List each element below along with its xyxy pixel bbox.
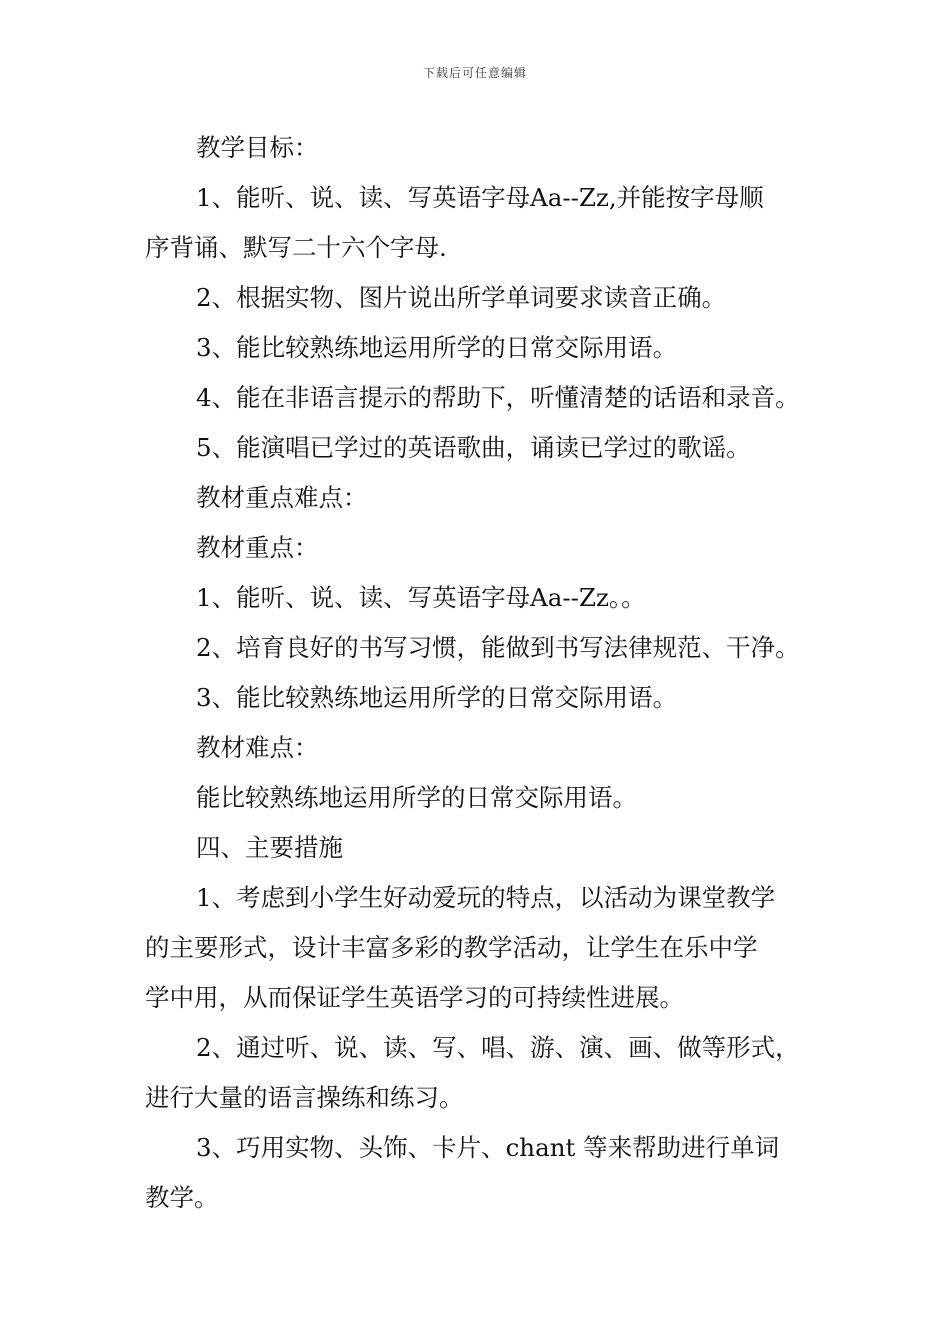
paragraph-line: 学中用，从而保证学生英语学习的可持续性进展。 (145, 983, 684, 1012)
paragraph-line: 3、能比较熟练地运用所学的日常交际用语。 (196, 333, 678, 362)
section-heading-key-difficult-points: 教材重点难点： (196, 483, 368, 512)
paragraph-line: 1、考虑到小学生好动爱玩的特点，以活动为课堂教学 (196, 883, 776, 912)
paragraph-line: 2、通过听、说、读、写、唱、游、演、画、做等形式， (196, 1033, 800, 1062)
paragraph-line: 2、培育良好的书写习惯，能做到书写法律规范、干净。 (196, 633, 800, 662)
paragraph-line: 教学。 (145, 1183, 219, 1212)
paragraph-line: 3、巧用实物、头饰、卡片、chant 等来帮助进行单词 (196, 1133, 780, 1162)
paragraph-line: 3、能比较熟练地运用所学的日常交际用语。 (196, 683, 678, 712)
paragraph-line: 1、能听、说、读、写英语字母Aa--Zz。。 (196, 583, 646, 612)
paragraph-line: 4、能在非语言提示的帮助下，听懂清楚的话语和录音。 (196, 383, 800, 412)
paragraph-line: 的主要形式，设计丰富多彩的教学活动，让学生在乐中学 (145, 933, 758, 962)
paragraph-line: 1、能听、说、读、写英语字母Aa--Zz,并能按字母顺 (196, 183, 764, 212)
header-note: 下载后可任意编辑 (422, 66, 527, 80)
paragraph-line: 2、根据实物、图片说出所学单词要求读音正确。 (196, 283, 727, 312)
paragraph-line: 能比较熟练地运用所学的日常交际用语。 (196, 783, 637, 812)
paragraph-line: 进行大量的语言操练和练习。 (145, 1083, 464, 1112)
section-heading-objectives: 教学目标： (196, 133, 319, 162)
section-heading-difficult-points: 教材难点： (196, 733, 319, 762)
paragraph-line: 序背诵、默写二十六个字母. (145, 233, 447, 262)
paragraph-line: 5、能演唱已学过的英语歌曲，诵读已学过的歌谣。 (196, 433, 751, 462)
section-heading-measures: 四、主要措施 (196, 833, 343, 862)
section-heading-key-points: 教材重点： (196, 533, 319, 562)
